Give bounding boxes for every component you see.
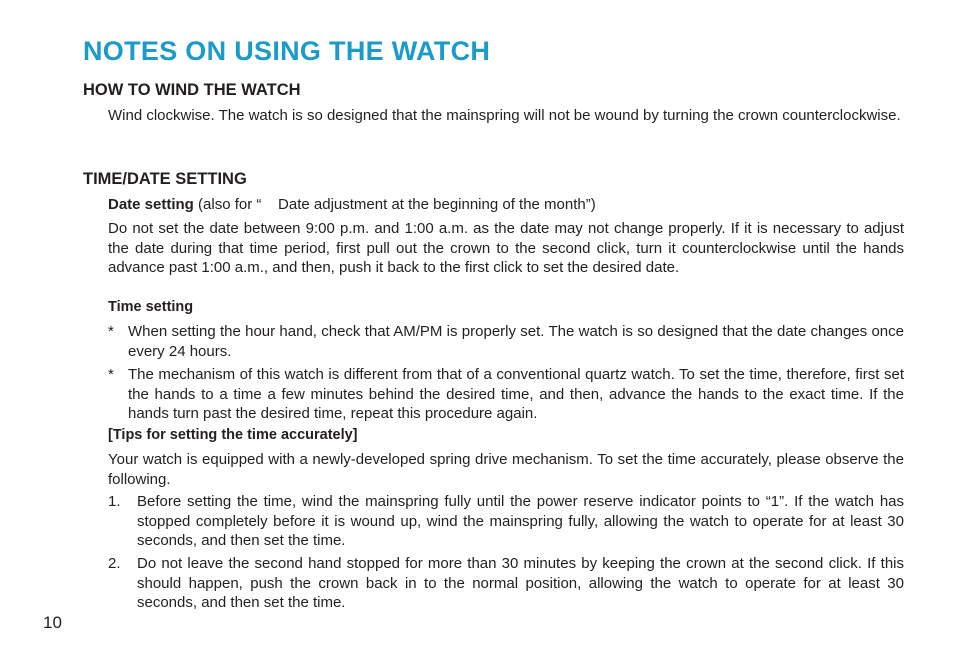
- list-number: 2.: [108, 555, 121, 572]
- date-setting-label: Date setting: [108, 196, 194, 213]
- time-setting-label: Time setting: [108, 299, 194, 315]
- wind-instructions: Wind clockwise. The watch is so designed that the mainspring will not be wound by turning the crown counterclockwise.: [108, 107, 901, 124]
- page-title: NOTES ON USING THE WATCH: [83, 36, 491, 66]
- bullet-marker: *: [108, 366, 114, 383]
- date-setting-body: Do not set the date between 9:00 p.m. and 1:00 a.m. as the date may not change properly. If it is necessary to adjust the date during that time period, first pull out the crown to the second click, turn it counterclockwise until the hands advance past 1:00 a.m., and then, push it back to the first click to set the desired date.: [108, 220, 904, 276]
- page-number: 10: [43, 613, 62, 632]
- date-setting-suffix: (also for “ Date adjustment at the beginning of the month”): [193, 196, 596, 213]
- time-note-1: [108, 322, 904, 361]
- tips-intro: Your watch is equipped with a newly-developed spring drive mechanism. To set the time accurately, please observe the following.: [108, 451, 904, 488]
- tip-text: Before setting the time, wind the mainspring fully until the power reserve indicator points to “1”. If the watch has stopped completely before it is wound up, wind the mainspring fully, allowing the watch to operate for at least 30 seconds, and then set the time.: [137, 493, 904, 549]
- time-note-2: [108, 365, 904, 424]
- tip-1: [108, 492, 904, 551]
- tip-2: [108, 554, 904, 613]
- bullet-marker: *: [108, 323, 114, 340]
- list-number: 1.: [108, 493, 121, 510]
- section-heading-wind: HOW TO WIND THE WATCH: [83, 81, 301, 99]
- tips-label: [Tips for setting the time accurately]: [108, 427, 358, 443]
- tip-text: Do not leave the second hand stopped for more than 30 minutes by keeping the crown at the second click. If this should happen, push the crown back in to the normal position, allowing the watch to operate for at least 30 seconds, and then set the time.: [137, 555, 904, 611]
- time-note-text: The mechanism of this watch is different from that of a conventional quartz watch. To set the time, therefore, first set the hands to a time a few minutes behind the desired time, and then, advance the hands to the exact time. If the hands turn past the desired time, repeat this procedure again.: [128, 366, 904, 422]
- section-heading-time-date: TIME/DATE SETTING: [83, 170, 247, 188]
- time-note-text: When setting the hour hand, check that AM/PM is properly set. The watch is so designed that the date changes once every 24 hours.: [128, 323, 904, 360]
- date-setting-line: [108, 195, 904, 215]
